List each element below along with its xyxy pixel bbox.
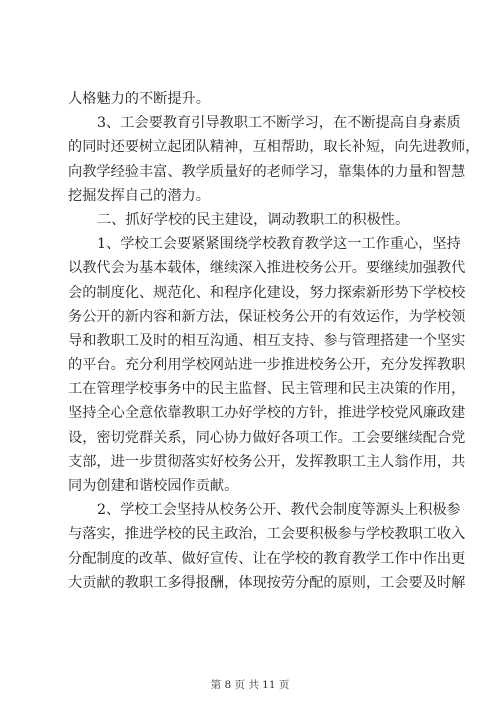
paragraph (68, 232, 466, 498)
text-line: 支部，进一步贯彻落实好校务公开，发挥教职工主人翁作用，共 (68, 453, 466, 470)
text-line: 人格魅力的不断提升。 (68, 91, 210, 107)
text-line: 同为创建和谐校园作贡献。 (68, 478, 239, 494)
text-line: 坚持全心全意依靠教职工办好学校的方针，推进学校党风廉政建 (68, 405, 466, 422)
text-line: 的同时还要树立起团队精神，互相帮助，取长补短，向先进教师， (68, 139, 480, 156)
text-line: 3、工会要教育引导教职工不断学习，在不断提高自身素质 (97, 115, 461, 132)
text-line: 2、学校工会坚持从校务公开、教代会制度等源头上积极参 (97, 502, 461, 519)
text-line: 挖掘发挥自己的潜力。 (68, 187, 210, 204)
paragraph (68, 111, 480, 208)
text-line: 1、学校工会要紧紧围绕学校教育教学这一工作重心，坚持 (97, 236, 461, 253)
text-line: 二、抓好学校的民主建设，调动教职工的积极性。 (97, 211, 410, 228)
text-line: 大贡献的教职工多得报酬，体现按劳分配的原则，工会要及时解 (68, 574, 466, 591)
text-line: 分配制度的改革、做好宣传、让在学校的教育教学工作中作出更 (68, 550, 466, 567)
text-line: 导和教职工及时的相互沟通、相互支持、参与管理搭建一个坚实 (68, 332, 466, 349)
text-line: 会的制度化、规范化、和程序化建设，努力探索新形势下学校校 (68, 284, 466, 301)
text-line: 设，密切党群关系，同心协力做好各项工作。工会要继续配合党 (68, 429, 466, 446)
text-line: 向教学经验丰富、教学质量好的老师学习，靠集体的力量和智慧 (68, 163, 466, 180)
text-line: 的平台。充分利用学校网站进一步推进校务公开，充分发挥教职 (68, 357, 466, 374)
paragraph (68, 87, 436, 111)
document-body (68, 87, 480, 595)
page-number-footer: 第 8 页 共 11 页 (210, 679, 290, 691)
text-line: 与落实，推进学校的民主政治，工会要积极参与学校教职工收入 (68, 526, 466, 543)
text-line: 务公开的新内容和新方法，保证校务公开的有效运作，为学校领 (68, 308, 466, 325)
text-line: 以教代会为基本载体，继续深入推进校务公开。要继续加强教代 (68, 260, 466, 277)
paragraph (68, 208, 436, 232)
paragraph (68, 498, 466, 595)
text-line: 工在管理学校事务中的民主监督、民主管理和民主决策的作用， (68, 381, 466, 398)
